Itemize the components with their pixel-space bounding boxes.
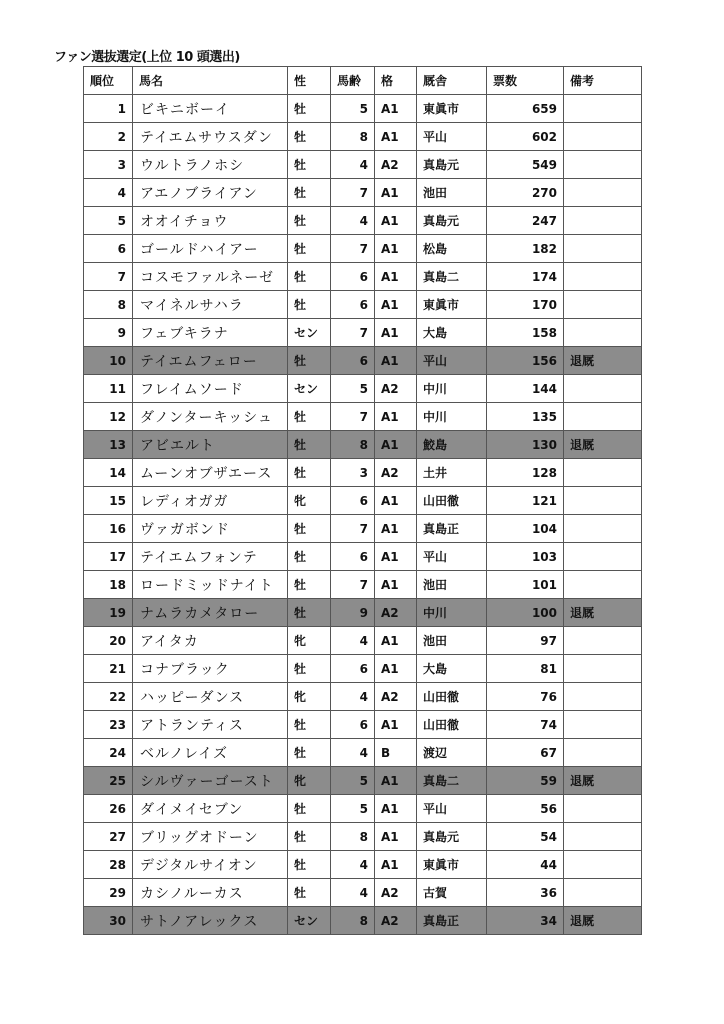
table-row bbox=[84, 879, 642, 907]
table-row bbox=[84, 823, 642, 851]
horse-name-cell: カシノルーカス bbox=[133, 879, 288, 907]
horse-name-cell: ビキニボーイ bbox=[133, 95, 288, 123]
age-cell: 4 bbox=[331, 683, 375, 711]
horse-name-cell: ナムラカメタロー bbox=[133, 599, 288, 627]
horse-name-cell: テイエムフェロー bbox=[133, 347, 288, 375]
stable-cell: 東眞市 bbox=[417, 851, 487, 879]
table-row-retired bbox=[84, 347, 642, 375]
rank-cell: 26 bbox=[84, 795, 133, 823]
rank-cell: 29 bbox=[84, 879, 133, 907]
age-cell: 4 bbox=[331, 627, 375, 655]
age-cell: 4 bbox=[331, 879, 375, 907]
sex-cell: 牡 bbox=[288, 879, 331, 907]
votes-cell: 182 bbox=[487, 235, 564, 263]
table-row bbox=[84, 683, 642, 711]
grade-cell: A1 bbox=[375, 543, 417, 571]
note-cell bbox=[564, 403, 642, 431]
stable-cell: 平山 bbox=[417, 543, 487, 571]
sex-cell: 牡 bbox=[288, 655, 331, 683]
horse-name-cell: ハッピーダンス bbox=[133, 683, 288, 711]
votes-cell: 54 bbox=[487, 823, 564, 851]
horse-name-cell: アエノブライアン bbox=[133, 179, 288, 207]
grade-cell: A1 bbox=[375, 487, 417, 515]
stable-cell: 東眞市 bbox=[417, 291, 487, 319]
age-cell: 7 bbox=[331, 515, 375, 543]
votes-cell: 247 bbox=[487, 207, 564, 235]
votes-cell: 659 bbox=[487, 95, 564, 123]
grade-cell: A1 bbox=[375, 795, 417, 823]
age-cell: 6 bbox=[331, 291, 375, 319]
column-header-name: 馬名 bbox=[133, 67, 288, 95]
horse-name-cell: フェブキラナ bbox=[133, 319, 288, 347]
sex-cell: 牡 bbox=[288, 291, 331, 319]
sex-cell: 牝 bbox=[288, 767, 331, 795]
table-row bbox=[84, 375, 642, 403]
rank-cell: 20 bbox=[84, 627, 133, 655]
table-row bbox=[84, 403, 642, 431]
rank-cell: 14 bbox=[84, 459, 133, 487]
horse-name-cell: デジタルサイオン bbox=[133, 851, 288, 879]
age-cell: 4 bbox=[331, 851, 375, 879]
table-row bbox=[84, 459, 642, 487]
age-cell: 6 bbox=[331, 347, 375, 375]
votes-cell: 81 bbox=[487, 655, 564, 683]
votes-cell: 135 bbox=[487, 403, 564, 431]
stable-cell: 池田 bbox=[417, 571, 487, 599]
sex-cell: 牡 bbox=[288, 207, 331, 235]
horse-name-cell: フレイムソード bbox=[133, 375, 288, 403]
votes-cell: 97 bbox=[487, 627, 564, 655]
sex-cell: 牡 bbox=[288, 459, 331, 487]
grade-cell: A1 bbox=[375, 235, 417, 263]
column-header-stable: 厩舎 bbox=[417, 67, 487, 95]
grade-cell: B bbox=[375, 739, 417, 767]
horse-name-cell: ムーンオブザエース bbox=[133, 459, 288, 487]
stable-cell: 古賀 bbox=[417, 879, 487, 907]
note-cell bbox=[564, 151, 642, 179]
table-row bbox=[84, 207, 642, 235]
table-header-row bbox=[84, 67, 642, 95]
votes-cell: 100 bbox=[487, 599, 564, 627]
votes-cell: 130 bbox=[487, 431, 564, 459]
age-cell: 6 bbox=[331, 711, 375, 739]
table-row bbox=[84, 543, 642, 571]
note-cell bbox=[564, 795, 642, 823]
table-row bbox=[84, 795, 642, 823]
grade-cell: A1 bbox=[375, 123, 417, 151]
grade-cell: A1 bbox=[375, 627, 417, 655]
votes-cell: 44 bbox=[487, 851, 564, 879]
stable-cell: 山田徹 bbox=[417, 487, 487, 515]
horse-name-cell: テイエムサウスダン bbox=[133, 123, 288, 151]
votes-cell: 101 bbox=[487, 571, 564, 599]
rank-cell: 11 bbox=[84, 375, 133, 403]
grade-cell: A1 bbox=[375, 515, 417, 543]
sex-cell: 牡 bbox=[288, 571, 331, 599]
rank-cell: 23 bbox=[84, 711, 133, 739]
grade-cell: A1 bbox=[375, 655, 417, 683]
votes-cell: 158 bbox=[487, 319, 564, 347]
stable-cell: 池田 bbox=[417, 627, 487, 655]
stable-cell: 真島正 bbox=[417, 907, 487, 935]
horse-name-cell: ウルトラノホシ bbox=[133, 151, 288, 179]
horse-name-cell: マイネルサハラ bbox=[133, 291, 288, 319]
stable-cell: 東眞市 bbox=[417, 95, 487, 123]
age-cell: 4 bbox=[331, 739, 375, 767]
note-cell bbox=[564, 823, 642, 851]
rank-cell: 19 bbox=[84, 599, 133, 627]
rank-cell: 24 bbox=[84, 739, 133, 767]
note-cell bbox=[564, 95, 642, 123]
sex-cell: 牝 bbox=[288, 487, 331, 515]
horse-name-cell: コスモファルネーゼ bbox=[133, 263, 288, 291]
votes-cell: 76 bbox=[487, 683, 564, 711]
stable-cell: 平山 bbox=[417, 795, 487, 823]
rank-cell: 1 bbox=[84, 95, 133, 123]
stable-cell: 池田 bbox=[417, 179, 487, 207]
note-cell bbox=[564, 655, 642, 683]
sex-cell: 牝 bbox=[288, 627, 331, 655]
rank-cell: 28 bbox=[84, 851, 133, 879]
note-cell bbox=[564, 263, 642, 291]
note-cell: 退厩 bbox=[564, 907, 642, 935]
grade-cell: A2 bbox=[375, 907, 417, 935]
stable-cell: 中川 bbox=[417, 599, 487, 627]
stable-cell: 中川 bbox=[417, 403, 487, 431]
rank-cell: 22 bbox=[84, 683, 133, 711]
stable-cell: 大島 bbox=[417, 655, 487, 683]
age-cell: 4 bbox=[331, 207, 375, 235]
grade-cell: A1 bbox=[375, 711, 417, 739]
rank-cell: 9 bbox=[84, 319, 133, 347]
note-cell: 退厩 bbox=[564, 431, 642, 459]
note-cell bbox=[564, 375, 642, 403]
table-body bbox=[84, 95, 642, 935]
rank-cell: 17 bbox=[84, 543, 133, 571]
sex-cell: セン bbox=[288, 375, 331, 403]
note-cell bbox=[564, 739, 642, 767]
sex-cell: 牡 bbox=[288, 263, 331, 291]
grade-cell: A2 bbox=[375, 459, 417, 487]
stable-cell: 真島二 bbox=[417, 767, 487, 795]
stable-cell: 平山 bbox=[417, 347, 487, 375]
horse-name-cell: アビエルト bbox=[133, 431, 288, 459]
note-cell bbox=[564, 459, 642, 487]
votes-cell: 103 bbox=[487, 543, 564, 571]
table-row-retired bbox=[84, 599, 642, 627]
note-cell bbox=[564, 123, 642, 151]
age-cell: 7 bbox=[331, 403, 375, 431]
sex-cell: 牡 bbox=[288, 823, 331, 851]
grade-cell: A2 bbox=[375, 879, 417, 907]
note-cell bbox=[564, 879, 642, 907]
grade-cell: A1 bbox=[375, 571, 417, 599]
votes-cell: 104 bbox=[487, 515, 564, 543]
note-cell: 退厩 bbox=[564, 599, 642, 627]
rank-cell: 3 bbox=[84, 151, 133, 179]
age-cell: 8 bbox=[331, 907, 375, 935]
column-header-note: 備考 bbox=[564, 67, 642, 95]
grade-cell: A1 bbox=[375, 207, 417, 235]
rank-cell: 10 bbox=[84, 347, 133, 375]
sex-cell: 牡 bbox=[288, 711, 331, 739]
table-row bbox=[84, 95, 642, 123]
stable-cell: 平山 bbox=[417, 123, 487, 151]
grade-cell: A1 bbox=[375, 319, 417, 347]
age-cell: 5 bbox=[331, 767, 375, 795]
rank-cell: 18 bbox=[84, 571, 133, 599]
note-cell bbox=[564, 627, 642, 655]
column-header-sex: 性 bbox=[288, 67, 331, 95]
horse-name-cell: コナブラック bbox=[133, 655, 288, 683]
age-cell: 6 bbox=[331, 655, 375, 683]
table-row bbox=[84, 123, 642, 151]
fan-selection-table bbox=[83, 66, 642, 935]
grade-cell: A1 bbox=[375, 291, 417, 319]
votes-cell: 74 bbox=[487, 711, 564, 739]
votes-cell: 602 bbox=[487, 123, 564, 151]
column-header-grade: 格 bbox=[375, 67, 417, 95]
grade-cell: A2 bbox=[375, 683, 417, 711]
rank-cell: 21 bbox=[84, 655, 133, 683]
grade-cell: A1 bbox=[375, 823, 417, 851]
votes-cell: 121 bbox=[487, 487, 564, 515]
grade-cell: A1 bbox=[375, 347, 417, 375]
votes-cell: 144 bbox=[487, 375, 564, 403]
stable-cell: 山田徹 bbox=[417, 683, 487, 711]
age-cell: 5 bbox=[331, 95, 375, 123]
stable-cell: 真島元 bbox=[417, 151, 487, 179]
votes-cell: 34 bbox=[487, 907, 564, 935]
grade-cell: A1 bbox=[375, 95, 417, 123]
age-cell: 8 bbox=[331, 823, 375, 851]
sex-cell: 牡 bbox=[288, 543, 331, 571]
sex-cell: 牡 bbox=[288, 151, 331, 179]
table-row bbox=[84, 263, 642, 291]
rank-cell: 7 bbox=[84, 263, 133, 291]
age-cell: 7 bbox=[331, 319, 375, 347]
age-cell: 7 bbox=[331, 179, 375, 207]
grade-cell: A2 bbox=[375, 599, 417, 627]
stable-cell: 山田徹 bbox=[417, 711, 487, 739]
stable-cell: 土井 bbox=[417, 459, 487, 487]
votes-cell: 170 bbox=[487, 291, 564, 319]
horse-name-cell: ヴァガボンド bbox=[133, 515, 288, 543]
horse-name-cell: ダイメイセブン bbox=[133, 795, 288, 823]
grade-cell: A1 bbox=[375, 403, 417, 431]
rank-cell: 12 bbox=[84, 403, 133, 431]
age-cell: 6 bbox=[331, 263, 375, 291]
note-cell bbox=[564, 543, 642, 571]
rank-cell: 4 bbox=[84, 179, 133, 207]
note-cell bbox=[564, 571, 642, 599]
age-cell: 8 bbox=[331, 431, 375, 459]
table-row bbox=[84, 571, 642, 599]
rank-cell: 13 bbox=[84, 431, 133, 459]
sex-cell: 牡 bbox=[288, 599, 331, 627]
grade-cell: A2 bbox=[375, 151, 417, 179]
table-row bbox=[84, 291, 642, 319]
horse-name-cell: ダノンターキッシュ bbox=[133, 403, 288, 431]
horse-name-cell: アトランティス bbox=[133, 711, 288, 739]
horse-name-cell: ベルノレイズ bbox=[133, 739, 288, 767]
note-cell bbox=[564, 487, 642, 515]
rank-cell: 27 bbox=[84, 823, 133, 851]
sex-cell: 牡 bbox=[288, 123, 331, 151]
sex-cell: 牝 bbox=[288, 683, 331, 711]
grade-cell: A2 bbox=[375, 375, 417, 403]
stable-cell: 松島 bbox=[417, 235, 487, 263]
horse-name-cell: ブリッグオドーン bbox=[133, 823, 288, 851]
votes-cell: 36 bbox=[487, 879, 564, 907]
page-title: ファン選抜選定(上位 10 頭選出) bbox=[54, 50, 240, 65]
column-header-votes: 票数 bbox=[487, 67, 564, 95]
table-row bbox=[84, 655, 642, 683]
votes-cell: 549 bbox=[487, 151, 564, 179]
table-row bbox=[84, 515, 642, 543]
age-cell: 5 bbox=[331, 375, 375, 403]
sex-cell: 牡 bbox=[288, 795, 331, 823]
horse-name-cell: テイエムフォンテ bbox=[133, 543, 288, 571]
stable-cell: 真島元 bbox=[417, 207, 487, 235]
rank-cell: 5 bbox=[84, 207, 133, 235]
horse-name-cell: ゴールドハイアー bbox=[133, 235, 288, 263]
stable-cell: 真島正 bbox=[417, 515, 487, 543]
age-cell: 7 bbox=[331, 235, 375, 263]
horse-name-cell: サトノアレックス bbox=[133, 907, 288, 935]
table-row bbox=[84, 151, 642, 179]
votes-cell: 67 bbox=[487, 739, 564, 767]
age-cell: 8 bbox=[331, 123, 375, 151]
age-cell: 6 bbox=[331, 543, 375, 571]
note-cell bbox=[564, 711, 642, 739]
sex-cell: 牡 bbox=[288, 235, 331, 263]
note-cell: 退厩 bbox=[564, 767, 642, 795]
note-cell bbox=[564, 515, 642, 543]
table-row bbox=[84, 851, 642, 879]
sex-cell: 牡 bbox=[288, 739, 331, 767]
rank-cell: 25 bbox=[84, 767, 133, 795]
age-cell: 3 bbox=[331, 459, 375, 487]
stable-cell: 鮫島 bbox=[417, 431, 487, 459]
horse-name-cell: レディオガガ bbox=[133, 487, 288, 515]
age-cell: 9 bbox=[331, 599, 375, 627]
sex-cell: 牡 bbox=[288, 347, 331, 375]
rank-cell: 8 bbox=[84, 291, 133, 319]
sex-cell: 牡 bbox=[288, 431, 331, 459]
rank-cell: 15 bbox=[84, 487, 133, 515]
horse-name-cell: シルヴァーゴースト bbox=[133, 767, 288, 795]
sex-cell: 牡 bbox=[288, 403, 331, 431]
table-row bbox=[84, 179, 642, 207]
stable-cell: 大島 bbox=[417, 319, 487, 347]
age-cell: 4 bbox=[331, 151, 375, 179]
rank-cell: 30 bbox=[84, 907, 133, 935]
horse-name-cell: ロードミッドナイト bbox=[133, 571, 288, 599]
note-cell bbox=[564, 683, 642, 711]
grade-cell: A1 bbox=[375, 179, 417, 207]
note-cell: 退厩 bbox=[564, 347, 642, 375]
note-cell bbox=[564, 235, 642, 263]
votes-cell: 59 bbox=[487, 767, 564, 795]
table-row-retired bbox=[84, 431, 642, 459]
sex-cell: 牡 bbox=[288, 95, 331, 123]
votes-cell: 174 bbox=[487, 263, 564, 291]
horse-name-cell: アイタカ bbox=[133, 627, 288, 655]
stable-cell: 真島元 bbox=[417, 823, 487, 851]
rank-cell: 2 bbox=[84, 123, 133, 151]
note-cell bbox=[564, 291, 642, 319]
note-cell bbox=[564, 319, 642, 347]
table-row-retired bbox=[84, 767, 642, 795]
votes-cell: 270 bbox=[487, 179, 564, 207]
sex-cell: 牡 bbox=[288, 515, 331, 543]
table-row bbox=[84, 319, 642, 347]
sex-cell: セン bbox=[288, 907, 331, 935]
horse-name-cell: オオイチョウ bbox=[133, 207, 288, 235]
grade-cell: A1 bbox=[375, 851, 417, 879]
votes-cell: 56 bbox=[487, 795, 564, 823]
note-cell bbox=[564, 207, 642, 235]
sex-cell: 牡 bbox=[288, 851, 331, 879]
note-cell bbox=[564, 179, 642, 207]
stable-cell: 中川 bbox=[417, 375, 487, 403]
table-row bbox=[84, 235, 642, 263]
age-cell: 6 bbox=[331, 487, 375, 515]
stable-cell: 真島二 bbox=[417, 263, 487, 291]
age-cell: 7 bbox=[331, 571, 375, 599]
stable-cell: 渡辺 bbox=[417, 739, 487, 767]
column-header-rank: 順位 bbox=[84, 67, 133, 95]
sex-cell: セン bbox=[288, 319, 331, 347]
sex-cell: 牡 bbox=[288, 179, 331, 207]
votes-cell: 156 bbox=[487, 347, 564, 375]
table-row-retired bbox=[84, 907, 642, 935]
table-row bbox=[84, 487, 642, 515]
table-row bbox=[84, 739, 642, 767]
table-row bbox=[84, 627, 642, 655]
age-cell: 5 bbox=[331, 795, 375, 823]
table-row bbox=[84, 711, 642, 739]
votes-cell: 128 bbox=[487, 459, 564, 487]
grade-cell: A1 bbox=[375, 767, 417, 795]
grade-cell: A1 bbox=[375, 431, 417, 459]
grade-cell: A1 bbox=[375, 263, 417, 291]
rank-cell: 16 bbox=[84, 515, 133, 543]
rank-cell: 6 bbox=[84, 235, 133, 263]
column-header-age: 馬齢 bbox=[331, 67, 375, 95]
note-cell bbox=[564, 851, 642, 879]
